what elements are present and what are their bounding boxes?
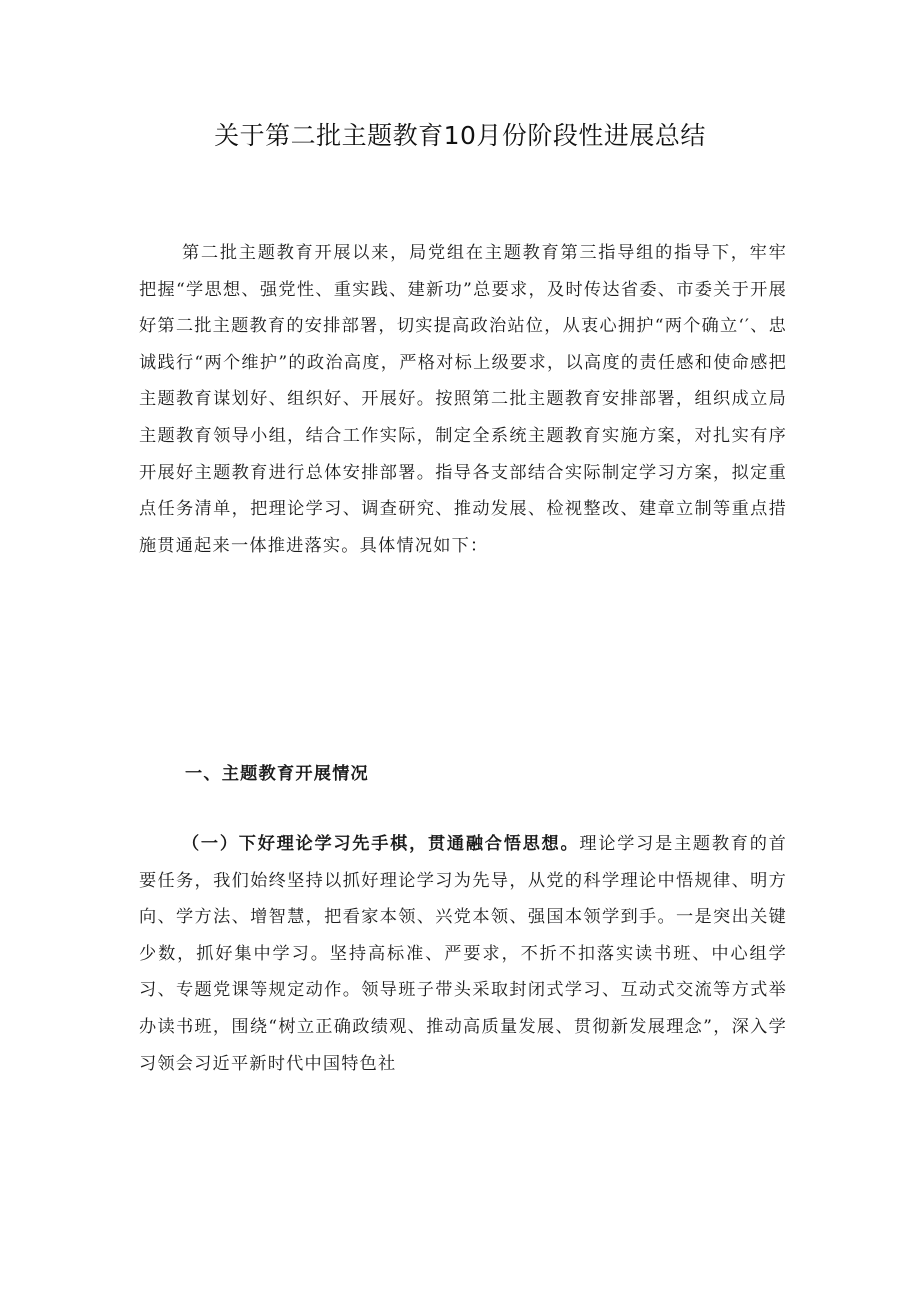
subsection-body: 理论学习是主题教育的首要任务，我们始终坚持以抓好理论学习为先导，从党的科学理论中悟规律、明方向、学方法、增智慧，把看家本领、兴党本领、强国本领学到手。一是突出关键少数，抓好集中学习。坚持高标准、严要求，不折不扣落实读书班、中心组学习、专题党课等规定动作。领导班子带头采取封闭式学习、互动式交流等方式举办读书班，围绕“树立正确政绩观、推动高质量发展、贯彻新发展理念”，深入学习领会习近平新时代中国特色社	[139, 834, 788, 1074]
subsection-lead: （一）下好理论学习先手棋，贯通融合悟思想。	[182, 834, 580, 854]
section-heading: 一、主题教育开展情况	[185, 764, 369, 784]
subsection-paragraph	[139, 826, 787, 1082]
document-title: 关于第二批主题教育10月份阶段性进展总结	[214, 121, 706, 150]
intro-paragraph: 第二批主题教育开展以来，局党组在主题教育第三指导组的指导下，牢牢把握“学思想、强党性、重实践、建新功”总要求，及时传达省委、市委关于开展好第二批主题教育的安排部署，切实提高政治站位，从衷心拥护“两个确立‘′、忠诚践行“两个维护”的政治高度，严格对标上级要求，以高度的责任感和使命感把主题教育谋划好、组织好、开展好。按照第二批主题教育安排部署，组织成立局主题教育领导小组，结合工作实际，制定全系统主题教育实施方案，对扎实有序开展好主题教育进行总体安排部署。指导各支部结合实际制定学习方案，拟定重点任务清单，把理论学习、调查研究、推动发展、检视整改、建章立制等重点措施贯通起来一体推进落实。具体情况如下：	[139, 243, 787, 556]
